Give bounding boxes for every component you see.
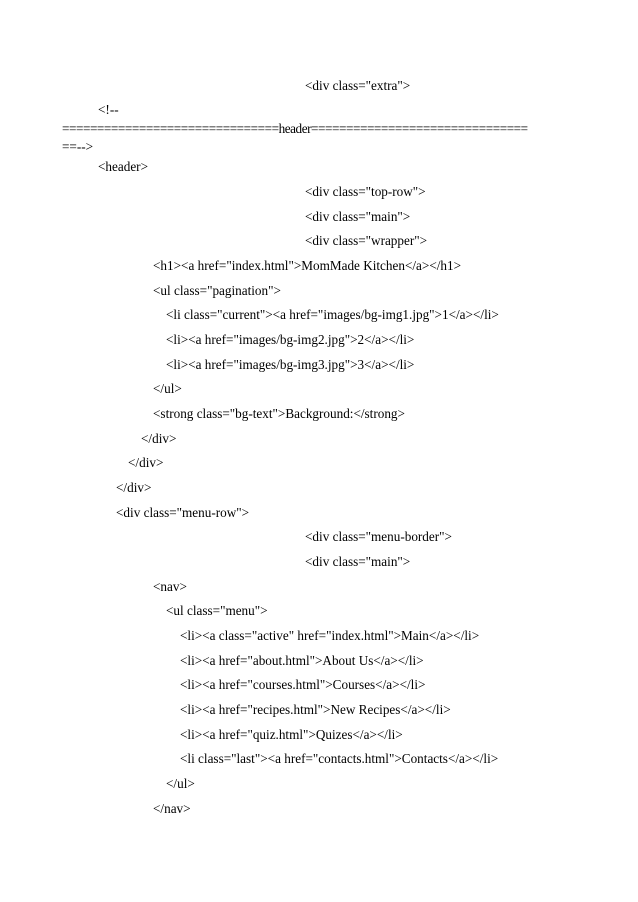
- code-line-li-quiz: <li><a href="quiz.html">Quizes</a></li>: [180, 727, 403, 742]
- code-line-div-main-2: <div class="main">: [305, 554, 411, 569]
- code-line-div-main: <div class="main">: [305, 209, 411, 224]
- code-line-comment-open: <!--: [98, 102, 119, 117]
- code-line-nav-close: </nav>: [153, 801, 191, 816]
- code-line-header: <header>: [98, 159, 149, 174]
- code-line-strong-bg-text: <strong class="bg-text">Background:</strong>: [153, 406, 405, 421]
- code-line-div-menu-row: <div class="menu-row">: [116, 505, 250, 520]
- code-line-div-top-row: <div class="top-row">: [305, 184, 426, 199]
- code-line-ul-menu: <ul class="menu">: [166, 603, 268, 618]
- code-line-div-wrapper: <div class="wrapper">: [305, 233, 428, 248]
- code-line-li-current: <li class="current"><a href="images/bg-img1.jpg">1</a></li>: [166, 307, 499, 322]
- code-line-comment-close: ==-->: [62, 139, 94, 154]
- code-line-ul-pagination: <ul class="pagination">: [153, 283, 281, 298]
- code-line-li-page-3: <li><a href="images/bg-img3.jpg">3</a></li>: [166, 357, 415, 372]
- code-line-div-extra: <div class="extra">: [305, 78, 411, 93]
- code-line-li-main: <li><a class="active" href="index.html">Main</a></li>: [180, 628, 480, 643]
- code-line-li-courses: <li><a href="courses.html">Courses</a></li>: [180, 677, 426, 692]
- code-line-div-close-1: </div>: [141, 431, 177, 446]
- code-line-nav: <nav>: [153, 579, 187, 594]
- code-line-div-close-3: </div>: [116, 480, 152, 495]
- code-line-li-about: <li><a href="about.html">About Us</a></li>: [180, 653, 424, 668]
- code-line-ul-close: </ul>: [153, 381, 182, 396]
- code-line-div-close-2: </div>: [128, 455, 164, 470]
- code-line-li-contacts: <li class="last"><a href="contacts.html">Contacts</a></li>: [180, 751, 499, 766]
- code-line-li-page-2: <li><a href="images/bg-img2.jpg">2</a></li>: [166, 332, 415, 347]
- code-line-ul-menu-close: </ul>: [166, 776, 195, 791]
- code-line-h1: <h1><a href="index.html">MomMade Kitchen</a></h1>: [153, 258, 462, 273]
- code-line-comment-header: ===============================header===============================: [62, 121, 528, 136]
- code-line-li-recipes: <li><a href="recipes.html">New Recipes</a></li>: [180, 702, 451, 717]
- code-line-div-menu-border: <div class="menu-border">: [305, 529, 452, 544]
